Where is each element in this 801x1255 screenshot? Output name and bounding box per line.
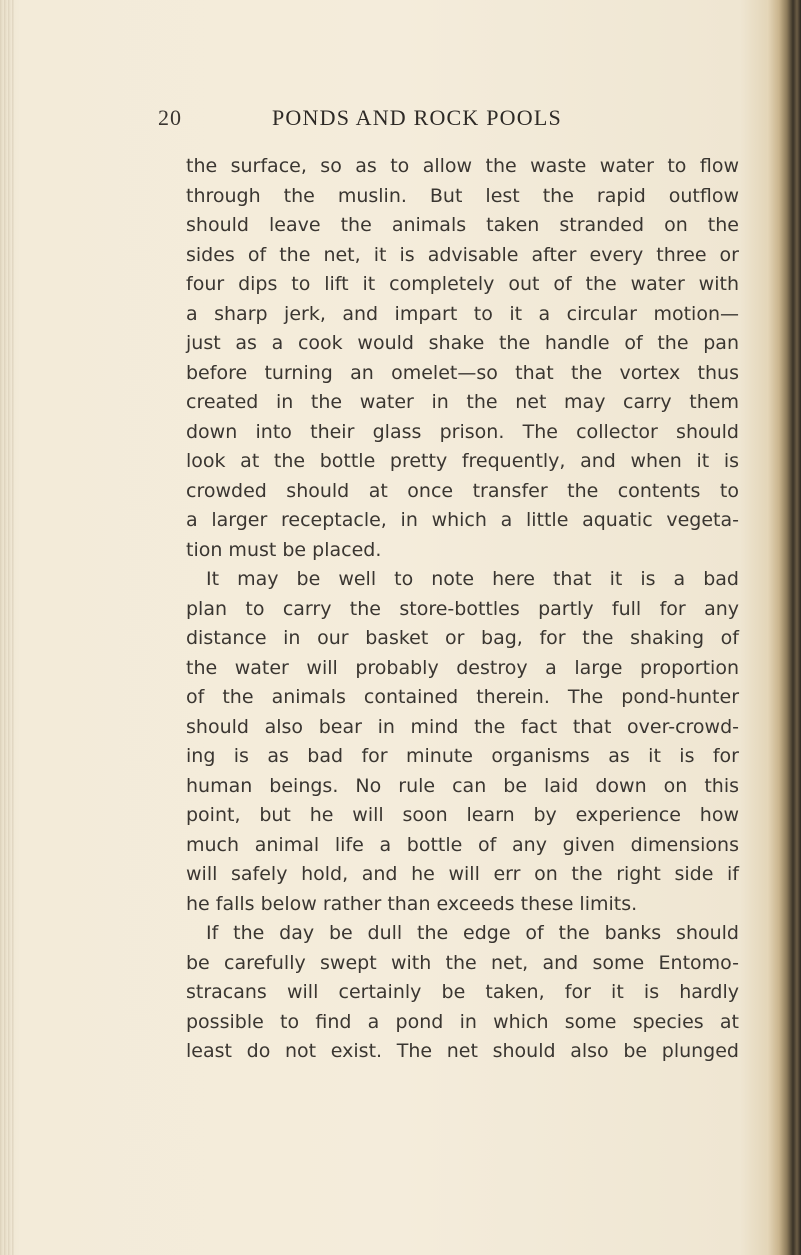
text-line: least do not exist. The net should also be plunged <box>186 1040 739 1062</box>
page-header <box>0 105 801 135</box>
text-line: a sharp jerk, and impart to it a circular motion— <box>186 302 739 325</box>
text-line: will safely hold, and he will err on the right side if <box>186 863 739 885</box>
text-line: the water will probably destroy a large proportion <box>186 656 739 679</box>
text-line: should leave the animals taken stranded on the <box>186 214 739 236</box>
page-number: 20 <box>158 105 182 130</box>
text-line: just as a cook would shake the handle of the pan <box>186 332 739 354</box>
text-line: of the animals contained therein. The pond-hunter <box>186 686 739 708</box>
text-line: a larger receptacle, in which a little aquatic vegeta- <box>186 509 739 531</box>
text-line: crowded should at once transfer the contents to <box>186 479 739 502</box>
text-line: It may be well to note here that it is a bad <box>206 568 739 590</box>
text-line: much animal life a bottle of any given dimensions <box>186 833 739 856</box>
text-line: four dips to lift it completely out of the water with <box>186 273 739 295</box>
text-line: human beings. No rule can be laid down on this <box>186 774 739 797</box>
text-line: If the day be dull the edge of the banks should <box>206 922 739 944</box>
text-line: plan to carry the store-bottles partly full for any <box>186 597 739 620</box>
text-line: down into their glass prison. The collector should <box>186 420 739 443</box>
page-fore-edge <box>767 0 801 1255</box>
text-line: sides of the net, it is advisable after every three or <box>186 243 739 266</box>
text-line: possible to find a pond in which some species at <box>186 1010 739 1033</box>
text-line: through the muslin. But lest the rapid outflow <box>186 184 739 207</box>
text-line: be carefully swept with the net, and some Entomo- <box>186 951 739 974</box>
text-line: created in the water in the net may carry them <box>186 391 739 413</box>
body-text <box>186 152 739 1067</box>
page-gutter-edge <box>0 0 14 1255</box>
text-line: look at the bottle pretty frequently, and when it is <box>186 450 739 472</box>
text-line: tion must be placed. <box>186 538 382 561</box>
text-line: the surface, so as to allow the waste water to flow <box>186 155 739 177</box>
running-title: PONDS AND ROCK POOLS <box>272 105 562 130</box>
text-line: before turning an omelet—so that the vortex thus <box>186 361 739 384</box>
text-line: should also bear in mind the fact that over-crowd- <box>186 715 739 738</box>
text-line: stracans will certainly be taken, for it is hardly <box>186 981 739 1003</box>
text-line: ing is as bad for minute organisms as it is for <box>186 745 739 767</box>
text-line: distance in our basket or bag, for the shaking of <box>186 627 739 649</box>
text-line: point, but he will soon learn by experience how <box>186 804 739 826</box>
text-line: he falls below rather than exceeds these limits. <box>186 892 638 915</box>
